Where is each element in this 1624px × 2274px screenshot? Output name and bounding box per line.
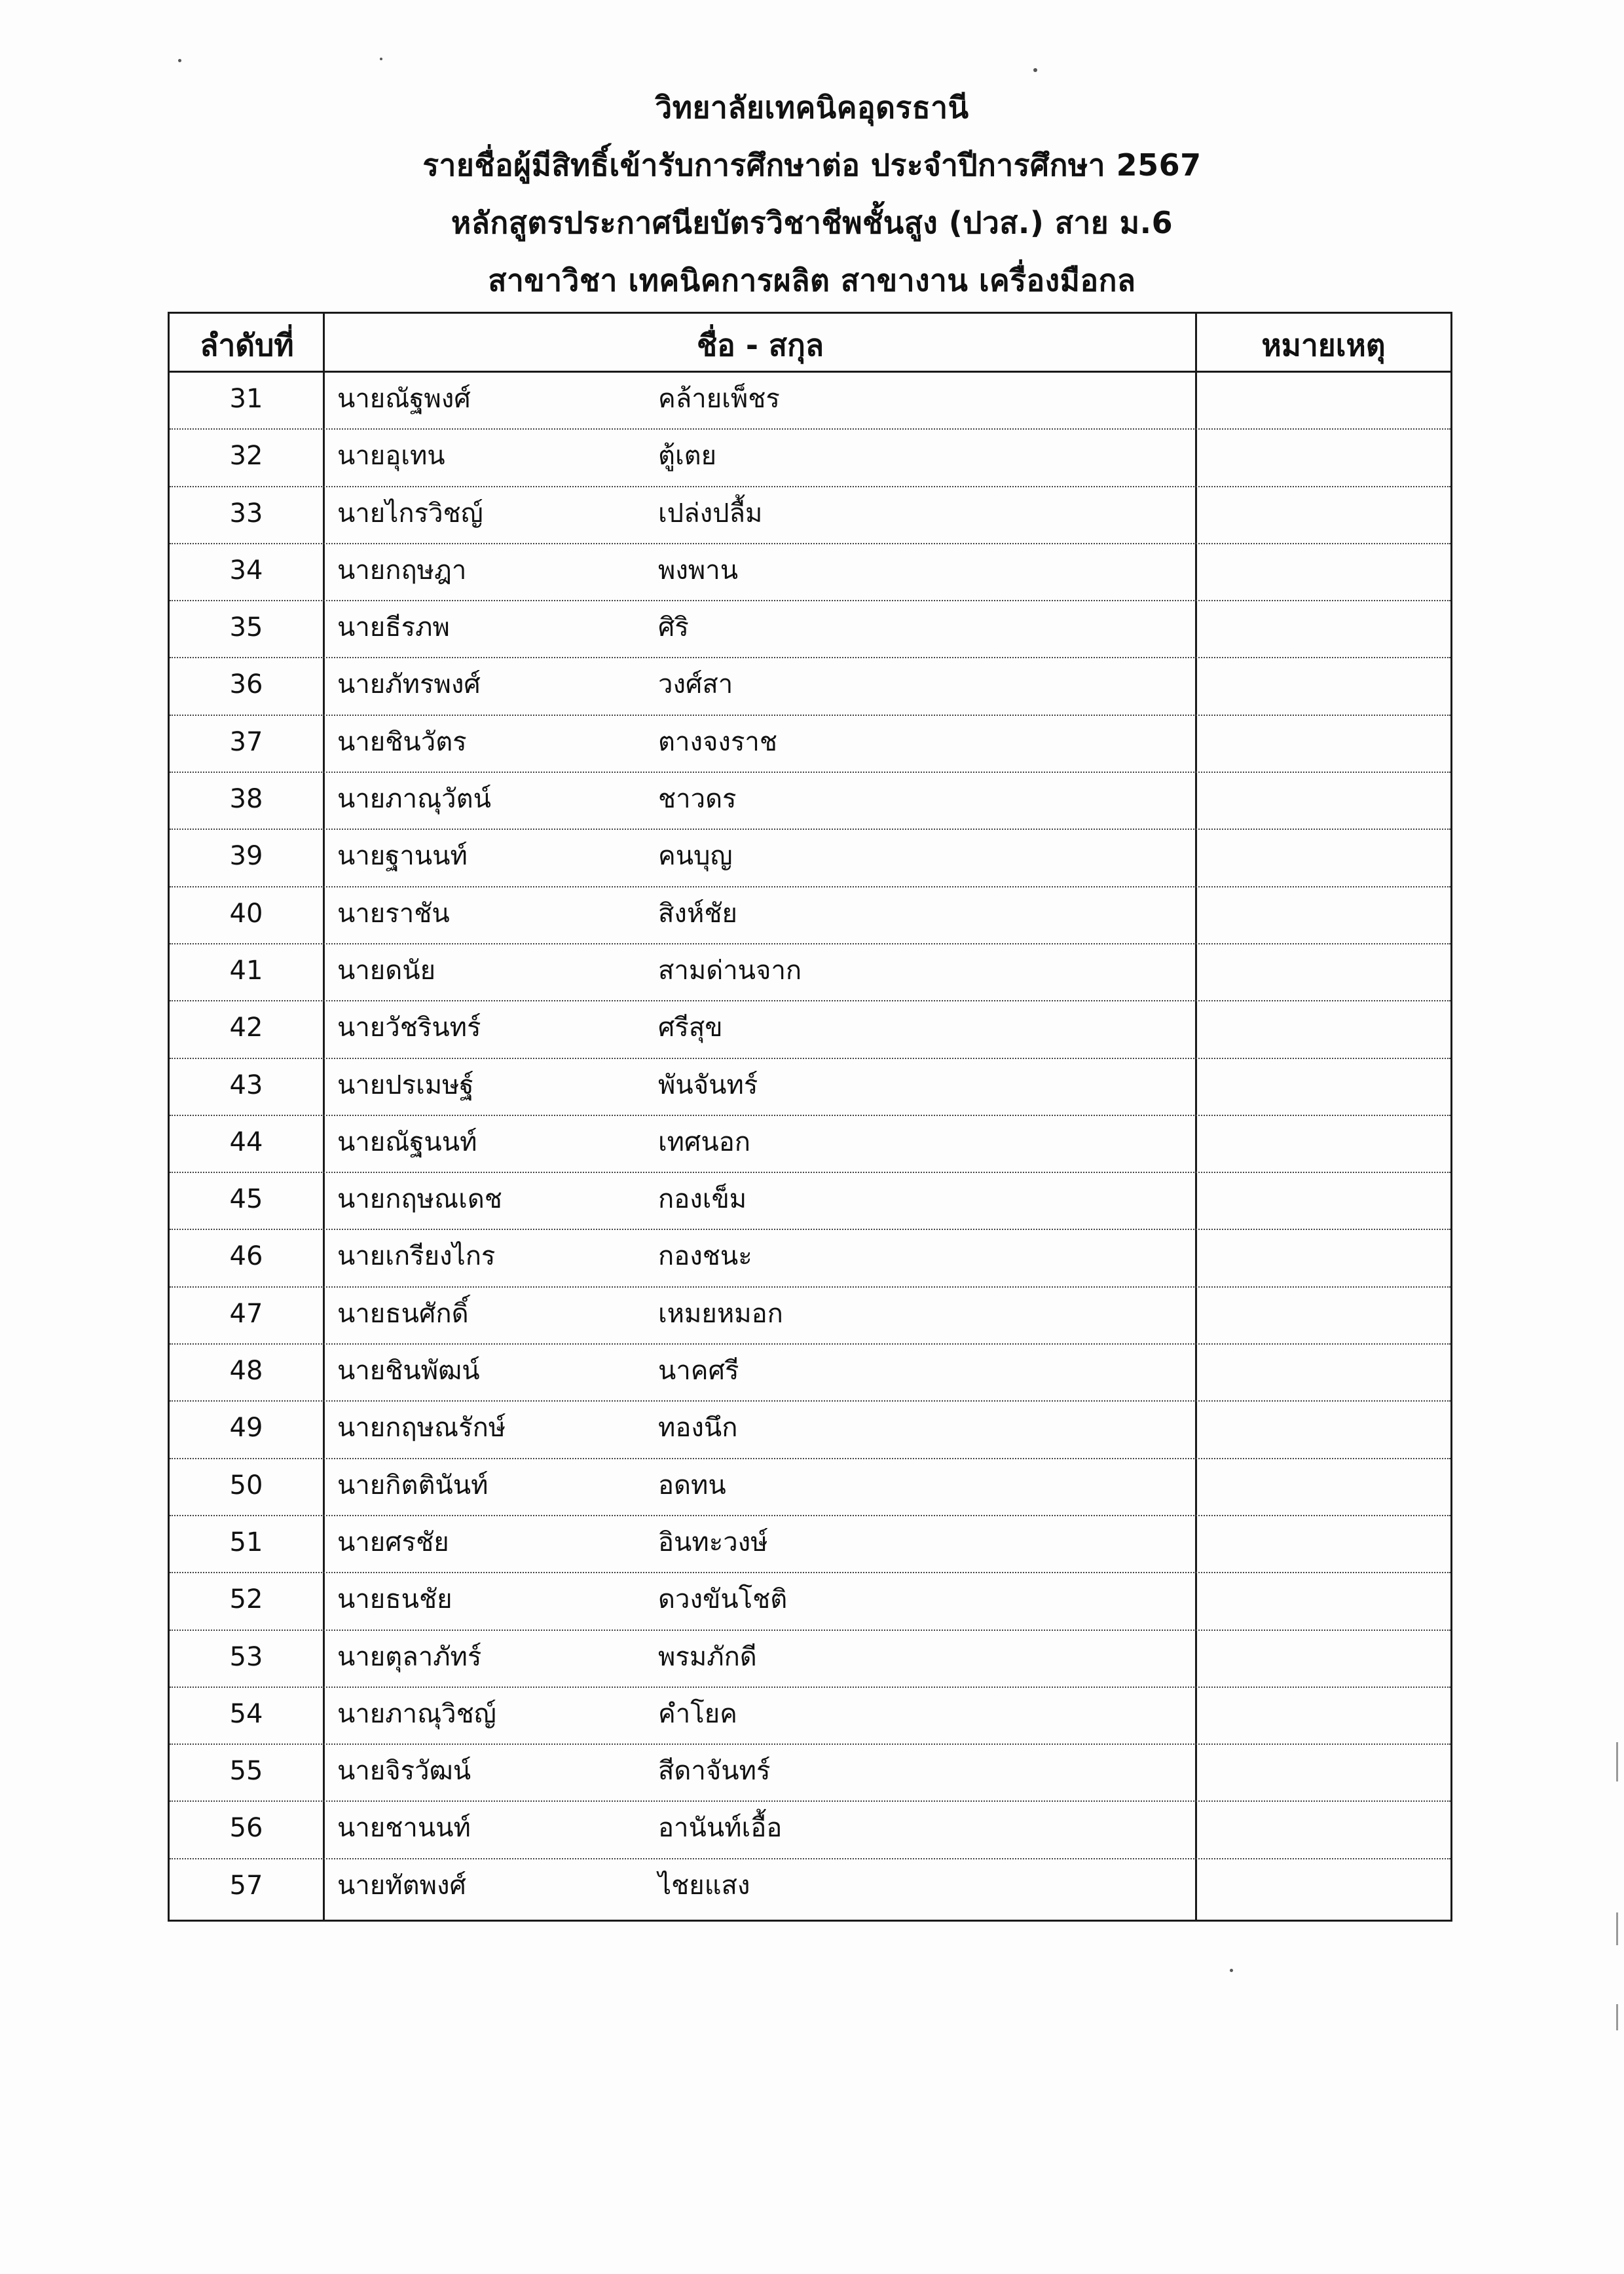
scan-edge-mark (1616, 1742, 1618, 1781)
row-last-name: ทองนึก (658, 1413, 738, 1444)
row-number: 34 (229, 555, 263, 586)
row-first-name: นายทัตพงศ์ (337, 1870, 466, 1901)
table-row (170, 1802, 1450, 1859)
row-last-name: เปล่งปลื้ม (658, 498, 763, 529)
row-first-name: นายดนัย (337, 955, 435, 986)
row-first-name: นายภาณุวัตน์ (337, 784, 491, 815)
table-row (170, 1173, 1450, 1230)
row-last-name: วงศ์สา (658, 669, 733, 700)
row-remark (1198, 887, 1450, 944)
row-remark (1198, 1631, 1450, 1688)
row-remark (1198, 773, 1450, 830)
row-last-name: กองชนะ (658, 1241, 752, 1272)
table-row (170, 773, 1450, 830)
table-row (170, 487, 1450, 544)
row-number: 42 (229, 1013, 263, 1043)
row-last-name: อานันท์เอื้อ (658, 1813, 783, 1844)
row-number: 47 (229, 1298, 263, 1329)
column-header-number: ลำดับที่ (200, 327, 294, 363)
row-remark (1198, 1688, 1450, 1745)
table-row (170, 373, 1450, 430)
row-remark (1198, 1059, 1450, 1116)
table-header (170, 314, 1450, 373)
major-title: สาขาวิชา เทคนิคการผลิต สาขางาน เครื่องมือกล (488, 263, 1136, 298)
row-last-name: คำโยค (658, 1698, 737, 1729)
scan-speck (178, 59, 181, 62)
row-first-name: นายฐานนท์ (337, 841, 468, 872)
row-first-name: นายธีรภพ (337, 612, 450, 643)
row-first-name: นายกฤษณเดช (337, 1184, 502, 1215)
row-remark (1198, 1859, 1450, 1916)
list-title: รายชื่อผู้มีสิทธิ์เข้ารับการศึกษาต่อ ประจำปีการศึกษา 2567 (422, 147, 1202, 183)
row-last-name: สามด่านจาก (658, 955, 802, 986)
row-first-name: นายไกรวิชญ์ (337, 498, 483, 529)
row-number: 39 (229, 841, 263, 872)
row-last-name: ศิริ (658, 612, 689, 643)
row-remark (1198, 1288, 1450, 1345)
row-number: 46 (229, 1241, 263, 1272)
row-number: 55 (229, 1756, 263, 1787)
row-last-name: เทศนอก (658, 1127, 751, 1157)
table-row (170, 1516, 1450, 1573)
row-number: 36 (229, 669, 263, 700)
students-table (168, 312, 1452, 1922)
row-first-name: นายณัฐพงศ์ (337, 384, 471, 414)
table-row (170, 1745, 1450, 1802)
row-first-name: นายวัชรินทร์ (337, 1013, 481, 1043)
row-first-name: นายศรชัย (337, 1527, 449, 1557)
row-number: 32 (229, 441, 263, 472)
college-name: วิทยาลัยเทคนิคอุดรธานี (655, 90, 969, 125)
row-last-name: อินทะวงษ์ (658, 1527, 768, 1557)
row-remark (1198, 944, 1450, 1001)
row-number: 53 (229, 1641, 263, 1672)
scan-speck (1033, 68, 1037, 72)
row-last-name: ศรีสุข (658, 1013, 723, 1043)
row-remark (1198, 1116, 1450, 1173)
row-remark (1198, 1230, 1450, 1287)
row-remark (1198, 1573, 1450, 1630)
table-row (170, 944, 1450, 1001)
row-last-name: ตู้เตย (658, 441, 717, 472)
row-number: 44 (229, 1127, 263, 1157)
row-last-name: คนบุญ (658, 841, 733, 872)
row-remark (1198, 487, 1450, 544)
row-first-name: นายกฤษฎา (337, 555, 467, 586)
table-row (170, 1573, 1450, 1630)
row-remark (1198, 1516, 1450, 1573)
row-first-name: นายอุเทน (337, 441, 445, 472)
row-number: 37 (229, 726, 263, 757)
row-last-name: คล้ายเพ็ชร (658, 384, 780, 414)
row-first-name: นายชินวัตร (337, 726, 467, 757)
row-first-name: นายกิตตินันท์ (337, 1470, 489, 1500)
table-row (170, 1230, 1450, 1287)
table-row (170, 658, 1450, 715)
row-number: 50 (229, 1470, 263, 1500)
row-last-name: เหมยหมอก (658, 1298, 783, 1329)
table-row (170, 544, 1450, 601)
row-number: 41 (229, 955, 263, 986)
table-row (170, 1859, 1450, 1916)
row-last-name: พันจันทร์ (658, 1070, 758, 1100)
row-last-name: ดวงขันโชติ (658, 1584, 788, 1615)
row-first-name: นายตุลาภัทร์ (337, 1641, 482, 1672)
column-header-remark: หมายเหตุ (1261, 327, 1386, 363)
row-first-name: นายเกรียงไกร (337, 1241, 496, 1272)
table-row (170, 887, 1450, 944)
row-remark (1198, 1402, 1450, 1459)
row-remark (1198, 1802, 1450, 1859)
table-row (170, 601, 1450, 658)
row-first-name: นายราชัน (337, 898, 450, 929)
row-remark (1198, 830, 1450, 887)
row-number: 31 (229, 384, 263, 414)
table-row (170, 716, 1450, 773)
row-number: 43 (229, 1070, 263, 1100)
row-last-name: ไชยแสง (658, 1870, 750, 1901)
row-remark (1198, 1173, 1450, 1230)
scan-speck (380, 58, 382, 60)
row-number: 54 (229, 1698, 263, 1729)
row-first-name: นายชินพัฒน์ (337, 1356, 480, 1387)
row-first-name: นายธนศักดิ์ (337, 1298, 469, 1329)
table-row (170, 1459, 1450, 1516)
row-first-name: นายภัทรพงศ์ (337, 669, 481, 700)
row-number: 45 (229, 1184, 263, 1215)
table-row (170, 1288, 1450, 1345)
table-body (170, 373, 1450, 1916)
row-last-name: อดทน (658, 1470, 726, 1500)
row-first-name: นายจิรวัฒน์ (337, 1756, 471, 1787)
table-row (170, 1402, 1450, 1459)
row-first-name: นายกฤษณรักษ์ (337, 1413, 506, 1444)
table-row (170, 830, 1450, 887)
table-row (170, 1001, 1450, 1058)
row-remark (1198, 1345, 1450, 1402)
row-number: 38 (229, 784, 263, 815)
row-remark (1198, 430, 1450, 487)
row-number: 40 (229, 898, 263, 929)
row-last-name: สีดาจันทร์ (658, 1756, 771, 1787)
row-remark (1198, 658, 1450, 715)
row-number: 48 (229, 1356, 263, 1387)
row-first-name: นายภาณุวิชญ์ (337, 1698, 496, 1729)
row-number: 57 (229, 1870, 263, 1901)
row-remark (1198, 1745, 1450, 1802)
row-first-name: นายณัฐนนท์ (337, 1127, 477, 1157)
row-first-name: นายชานนท์ (337, 1813, 471, 1844)
row-remark (1198, 1001, 1450, 1058)
row-last-name: นาคศรี (658, 1356, 739, 1387)
column-header-name: ชื่อ - สกุล (696, 327, 824, 363)
row-number: 52 (229, 1584, 263, 1615)
table-row (170, 1345, 1450, 1402)
row-remark (1198, 601, 1450, 658)
table-row (170, 1059, 1450, 1116)
row-number: 35 (229, 612, 263, 643)
table-row (170, 430, 1450, 487)
row-last-name: พงพาน (658, 555, 739, 586)
row-remark (1198, 1459, 1450, 1516)
table-row (170, 1116, 1450, 1173)
row-number: 33 (229, 498, 263, 529)
scan-speck (1230, 1969, 1233, 1972)
row-remark (1198, 716, 1450, 773)
row-last-name: พรมภักดี (658, 1641, 757, 1672)
scan-edge-mark (1616, 2004, 1618, 2030)
row-first-name: นายปรเมษฐ์ (337, 1070, 474, 1100)
row-last-name: ตางจงราช (658, 726, 778, 757)
row-last-name: กองเข็ม (658, 1184, 747, 1215)
row-last-name: ชาวดร (658, 784, 737, 815)
row-number: 49 (229, 1413, 263, 1444)
row-last-name: สิงห์ชัย (658, 898, 737, 929)
scan-edge-mark (1616, 1912, 1618, 1945)
table-row (170, 1631, 1450, 1688)
row-number: 56 (229, 1813, 263, 1844)
row-remark (1198, 544, 1450, 601)
document-header (0, 79, 1624, 309)
row-number: 51 (229, 1527, 263, 1557)
row-remark (1198, 373, 1450, 430)
program-title: หลักสูตรประกาศนียบัตรวิชาชีพชั้นสูง (ปวส.) สาย ม.6 (451, 205, 1173, 240)
table-row (170, 1688, 1450, 1745)
row-first-name: นายธนชัย (337, 1584, 452, 1615)
